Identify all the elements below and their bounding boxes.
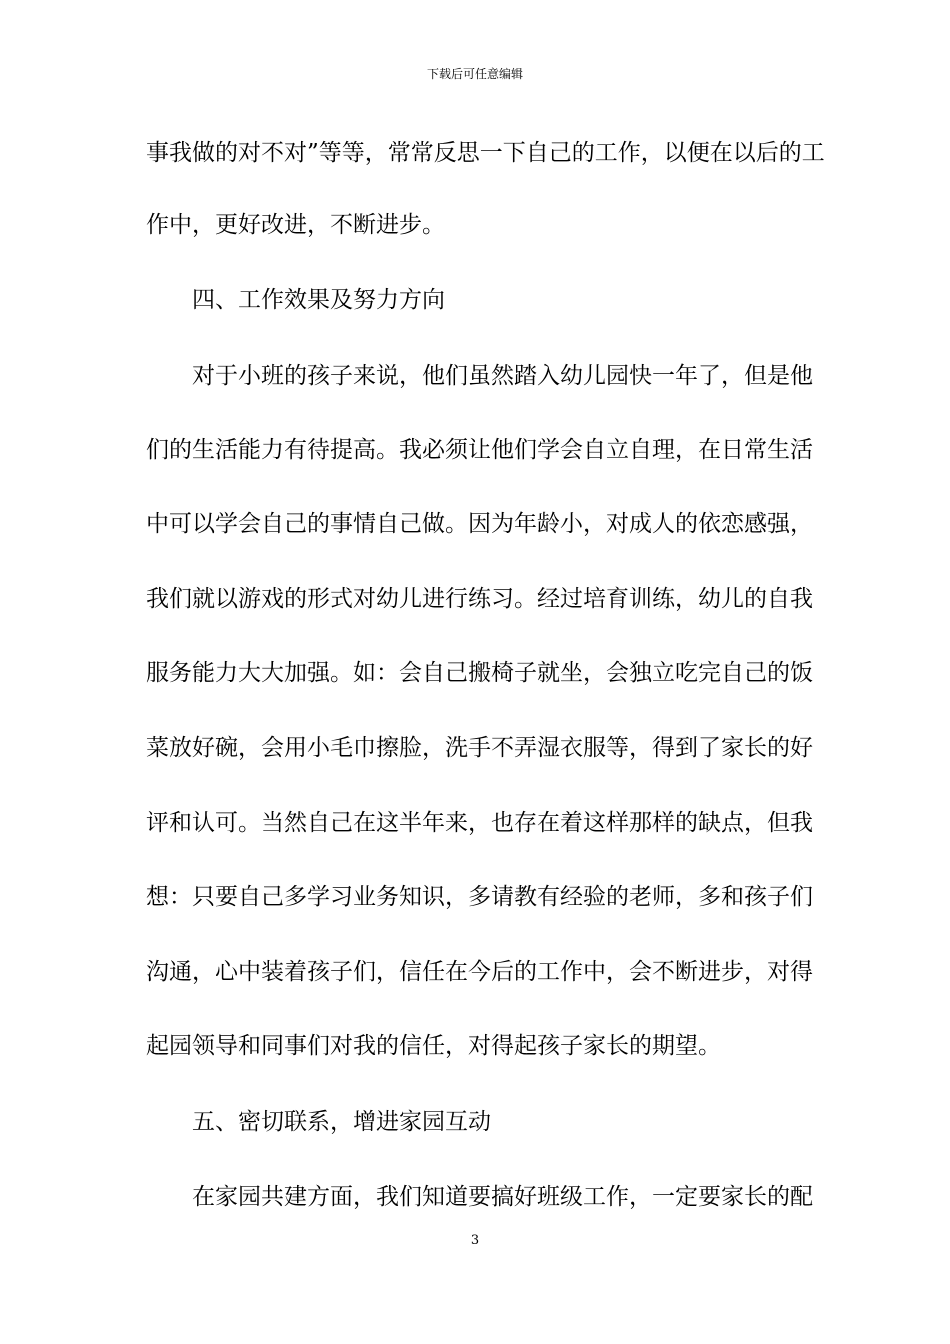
paragraph-line: 在家园共建方面，我们知道要搞好班级工作，一定要家长的配 [192,1184,813,1210]
paragraph-line: 中可以学会自己的事情自己做。因为年龄小，对成人的依恋感强， [146,511,813,537]
paragraph-line: 起园领导和同事们对我的信任，对得起孩子家长的期望。 [146,1033,721,1059]
page-header: 下载后可任意编辑 [426,67,523,81]
paragraph-line: 服务能力大大加强。如：会自己搬椅子就坐，会独立吃完自己的饭 [146,660,813,686]
paragraph-line: 想：只要自己多学习业务知识，多请教有经验的老师，多和孩子们 [146,884,813,910]
section-heading: 五、密切联系，增进家园互动 [192,1109,491,1135]
paragraph-line: 作中，更好改进，不断进步。 [146,212,445,238]
paragraph-line: 事我做的对不对”等等，常常反思一下自己的工作，以便在以后的工 [146,140,825,166]
paragraph-line: 我们就以游戏的形式对幼儿进行练习。经过培育训练，幼儿的自我 [146,586,813,612]
paragraph-line: 菜放好碗，会用小毛巾擦脸，洗手不弄湿衣服等，得到了家长的好 [146,735,813,761]
paragraph-line: 对于小班的孩子来说，他们虽然踏入幼儿园快一年了，但是他 [192,363,813,389]
page-number: 3 [470,1233,480,1248]
section-heading: 四、工作效果及努力方向 [192,287,445,313]
paragraph-line: 沟通，心中装着孩子们，信任在今后的工作中，会不断进步，对得 [146,959,813,985]
paragraph-line: 们的生活能力有待提高。我必须让他们学会自立自理，在日常生活 [146,437,813,463]
paragraph-line: 评和认可。当然自己在这半年来，也存在着这样那样的缺点，但我 [146,810,813,836]
